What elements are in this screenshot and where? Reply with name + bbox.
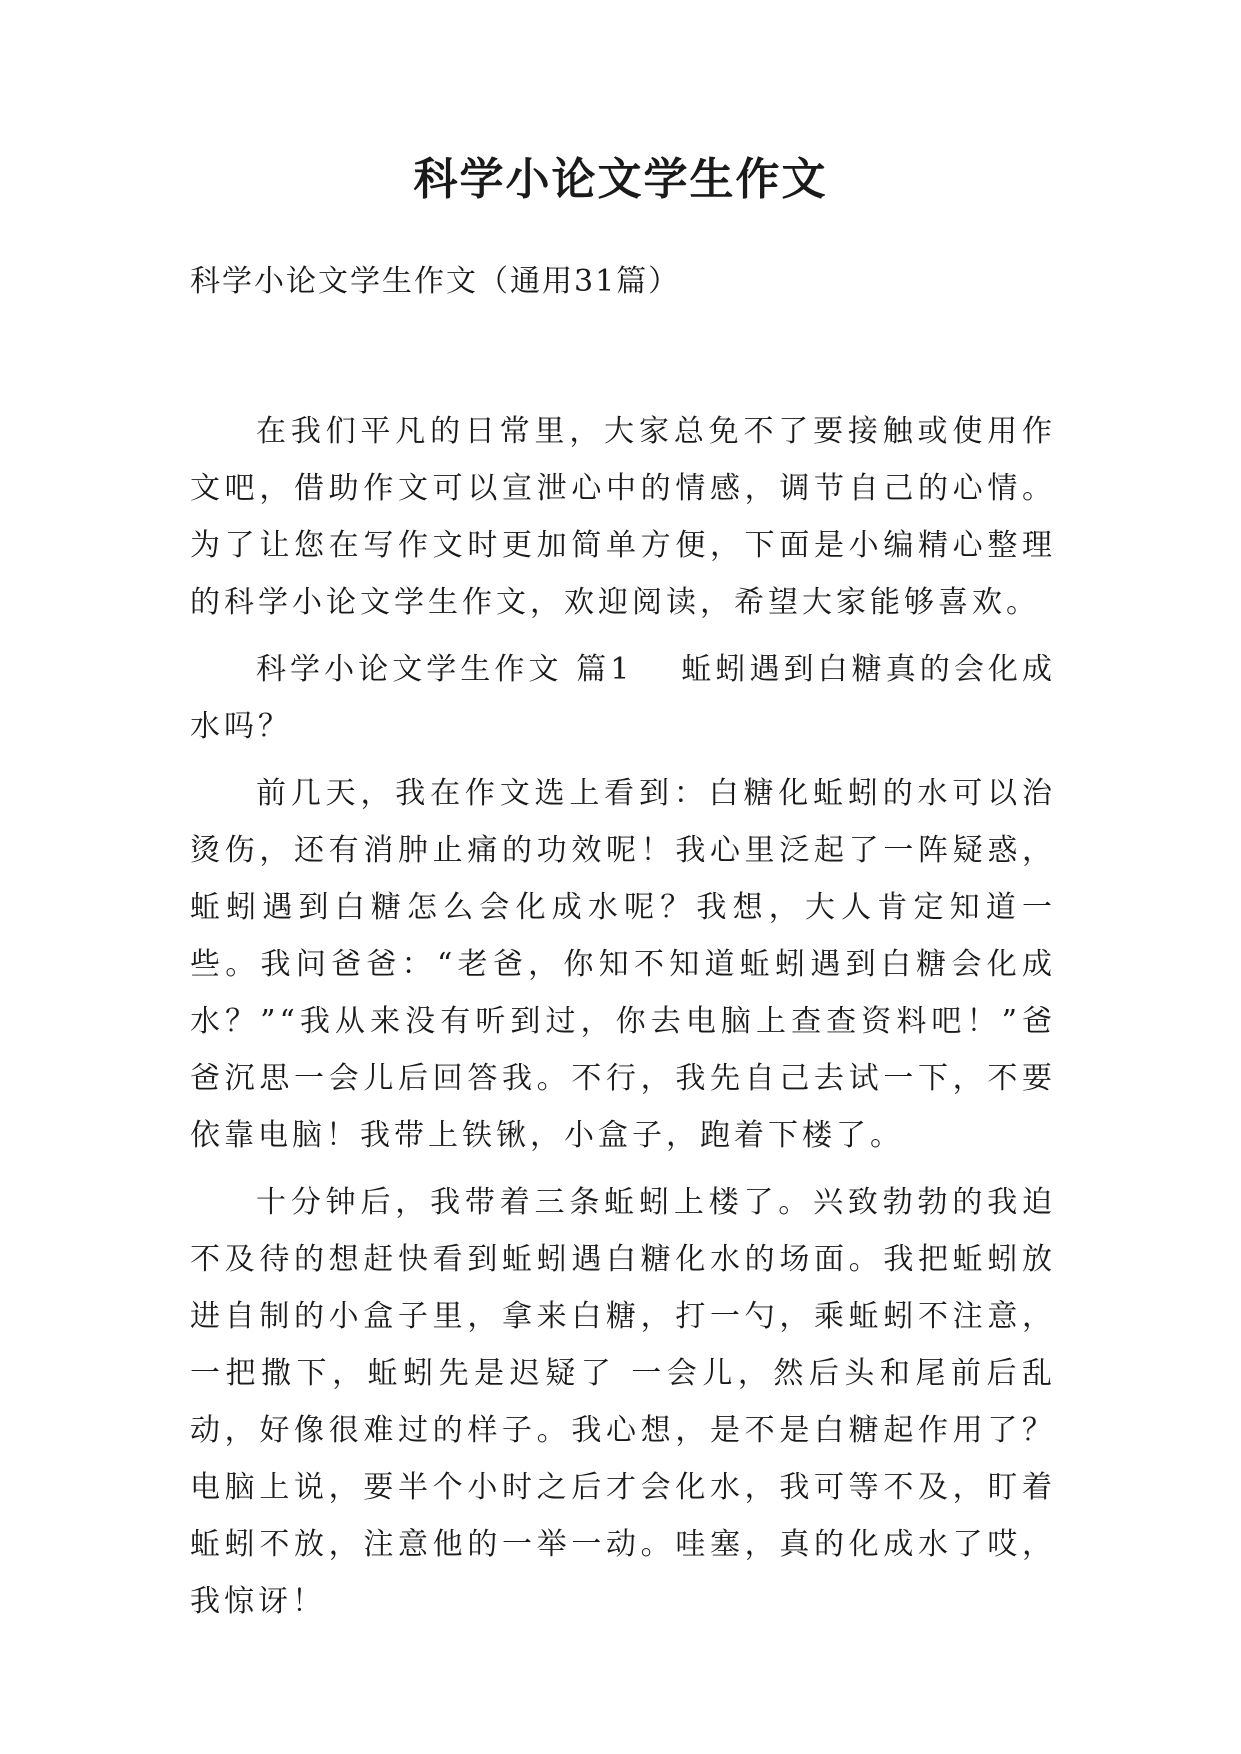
body-paragraph: 十分钟后，我带着三条蚯蚓上楼了。兴致勃勃的我迫不及待的想赶快看到蚯蚓遇白糖化水的场面。我把蚯蚓放进自制的小盒子里，拿来白糖，打一勺，乘蚯蚓不注意，一把撒下，蚯蚓先是迟疑了 一会儿，然后头和尾前后乱动，好像很难过的样子。我心想，是不是白糖起作用了？电脑上说，要半个小时之后才会化水，我可等不及，盯着蚯蚓不放，注意他的一举一动。哇塞，真的化成水了哎，我惊讶！: [190, 1185, 1056, 1619]
section-heading: [190, 641, 1056, 755]
section-label: 科学小论文学生作文 篇1: [256, 652, 634, 687]
section-title: 蚯蚓遇到白糖真的会化成水吗？: [190, 652, 1056, 744]
document-subtitle: 科学小论文学生作文（通用31篇）: [190, 264, 681, 299]
page-title: 科学小论文学生作文: [413, 154, 828, 205]
body-paragraph: 前几天，我在作文选上看到：白糖化蚯蚓的水可以治烫伤，还有消肿止痛的功效呢！我心里泛起了一阵疑惑，蚯蚓遇到白糖怎么会化成水呢？我想，大人肯定知道一些。我问爸爸：“老爸，你知不知道蚯蚓遇到白糖会化成水？”“我从来没有听到过，你去电脑上查查资料吧！”爸爸沉思一会儿后回答我。不行，我先自己去试一下，不要依靠电脑！我带上铁锹，小盒子，跑着下楼了。: [190, 776, 1056, 1153]
intro-paragraph: 在我们平凡的日常里，大家总免不了要接触或使用作文吧，借助作文可以宣泄心中的情感，调节自己的心情。为了让您在写作文时更加简单方便，下面是小编精心整理的科学小论文学生作文，欢迎阅读，希望大家能够喜欢。: [190, 414, 1056, 620]
document-body: [190, 403, 1056, 1630]
